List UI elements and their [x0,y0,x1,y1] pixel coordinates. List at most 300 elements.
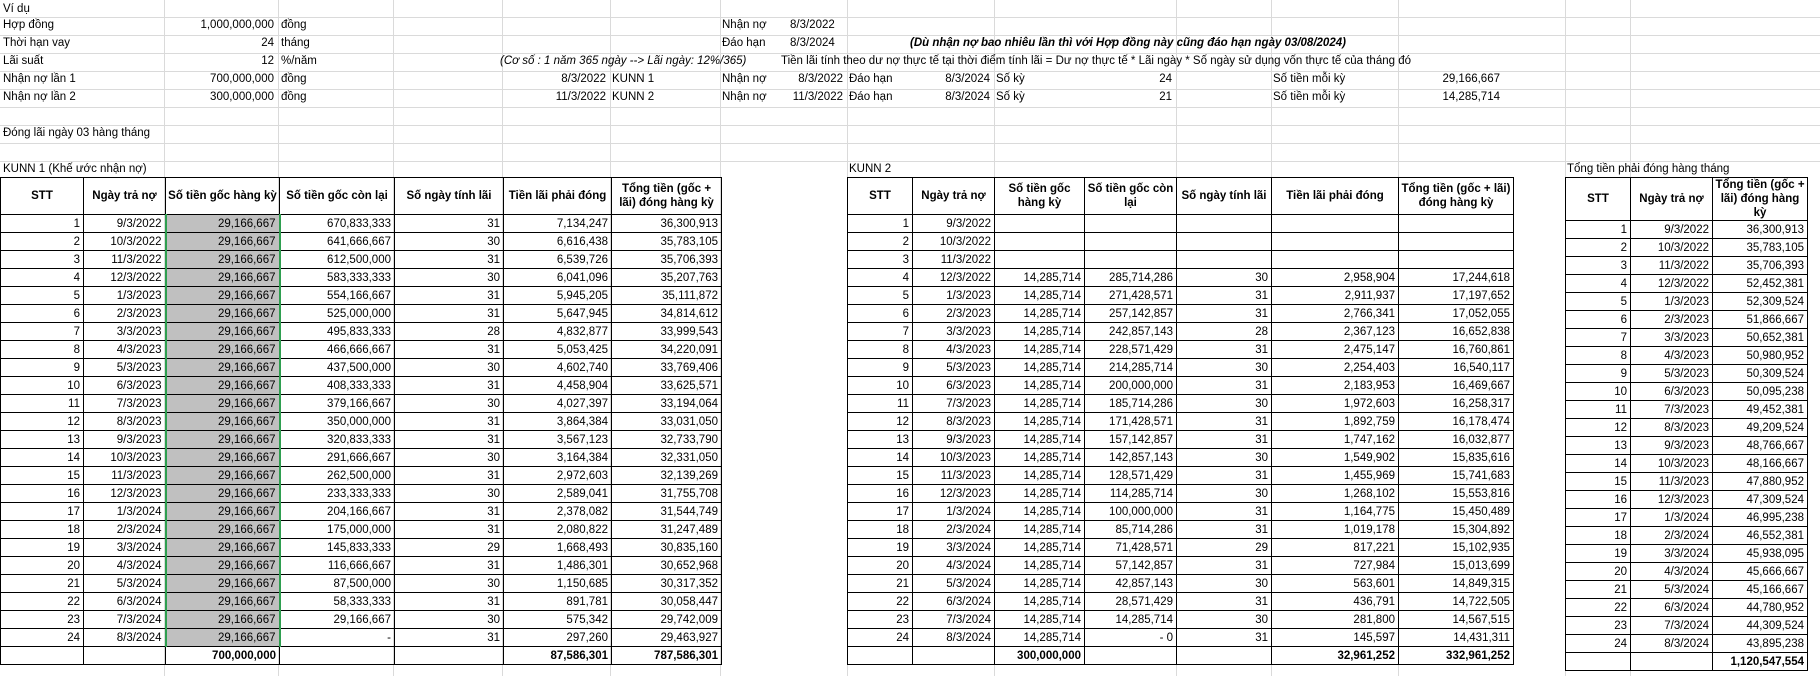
table-cell[interactable]: 21 [1566,581,1631,599]
table-cell[interactable]: 15,741,683 [1399,467,1514,485]
table-cell[interactable]: 6/3/2023 [1631,383,1713,401]
table-cell[interactable]: 42,857,143 [1085,575,1177,593]
table-cell[interactable]: 14,285,714 [995,611,1085,629]
table-cell[interactable]: 11/3/2023 [913,467,995,485]
table-cell[interactable]: 4/3/2024 [84,557,166,575]
table-cell[interactable]: 7/3/2023 [913,395,995,413]
table-cell[interactable]: 10 [1566,383,1631,401]
table-cell[interactable]: 5/3/2024 [84,575,166,593]
table-cell[interactable]: 31 [395,557,504,575]
table-cell[interactable]: 4/3/2023 [1631,347,1713,365]
table-cell[interactable]: 575,342 [504,611,612,629]
table-cell[interactable] [1272,215,1399,233]
table-cell[interactable]: 29,166,667 [166,359,280,377]
kunn2-receive-date[interactable]: 11/3/2022 [792,91,843,103]
table-cell[interactable]: 10/3/2022 [84,233,166,251]
table-cell[interactable]: 8/3/2023 [913,413,995,431]
table-cell[interactable]: 4,602,740 [504,359,612,377]
table-cell[interactable]: 1/3/2024 [84,503,166,521]
table-cell[interactable]: 1,486,301 [504,557,612,575]
table-cell[interactable]: 114,285,714 [1085,485,1177,503]
table-cell[interactable]: 30 [395,575,504,593]
table-cell[interactable]: 1,455,969 [1272,467,1399,485]
table-cell[interactable]: 7 [1,323,84,341]
table-cell[interactable]: 36,300,913 [1713,221,1808,239]
table-cell[interactable]: 30,317,352 [612,575,722,593]
table-cell[interactable]: 14,285,714 [995,449,1085,467]
table-cell[interactable]: 29,166,667 [166,323,280,341]
table-cell[interactable]: 2,958,904 [1272,269,1399,287]
table-cell[interactable]: 31 [395,251,504,269]
table-cell[interactable]: 9/3/2023 [913,431,995,449]
table-cell[interactable]: 817,221 [1272,539,1399,557]
table-cell[interactable]: 2/3/2024 [84,521,166,539]
table-cell[interactable]: 6/3/2024 [913,593,995,611]
table-cell[interactable]: 291,666,667 [280,449,395,467]
table-cell[interactable]: 12/3/2023 [913,485,995,503]
table-cell[interactable]: 16,540,117 [1399,359,1514,377]
table-cell[interactable]: 22 [848,593,913,611]
table-cell[interactable]: 8 [1,341,84,359]
column-header[interactable]: Tiền lãi phải đóng [1272,178,1399,215]
table-cell[interactable]: 46,995,238 [1713,509,1808,527]
table-cell[interactable]: 14,285,714 [995,359,1085,377]
table-cell[interactable]: 29,166,667 [166,413,280,431]
table-cell[interactable]: 31 [395,287,504,305]
table-cell[interactable]: 5 [1,287,84,305]
table-cell[interactable]: 58,333,333 [280,593,395,611]
table-cell[interactable] [1399,251,1514,269]
table-cell[interactable]: 14,285,714 [995,485,1085,503]
table-cell[interactable]: 19 [1,539,84,557]
table-cell[interactable]: 48,166,667 [1713,455,1808,473]
table-cell[interactable]: 15 [1566,473,1631,491]
table-cell[interactable]: 31 [395,593,504,611]
table-cell[interactable]: 7 [1566,329,1631,347]
table-cell[interactable]: 15,553,816 [1399,485,1514,503]
table-cell[interactable]: 9/3/2023 [1631,437,1713,455]
table-cell[interactable]: 16,469,667 [1399,377,1514,395]
table-cell[interactable]: 10 [1,377,84,395]
table-cell[interactable]: 7 [848,323,913,341]
table-cell[interactable]: 408,333,333 [280,377,395,395]
table-cell[interactable]: 31 [395,467,504,485]
table-cell[interactable]: 29,166,667 [166,431,280,449]
kunn2-maturity-date[interactable]: 8/3/2024 [945,91,990,103]
table-cell[interactable]: 1,668,493 [504,539,612,557]
table-cell[interactable]: 15,835,616 [1399,449,1514,467]
table-cell[interactable]: 242,857,143 [1085,323,1177,341]
table-cell[interactable]: 30 [395,395,504,413]
table-cell[interactable]: 1,972,603 [1272,395,1399,413]
table-cell[interactable] [995,215,1085,233]
table-cell[interactable]: 45,938,095 [1713,545,1808,563]
table-cell[interactable]: 17,052,055 [1399,305,1514,323]
table-cell[interactable]: 281,800 [1272,611,1399,629]
table-cell[interactable]: 31,247,489 [612,521,722,539]
table-cell[interactable]: 157,142,857 [1085,431,1177,449]
table-cell[interactable]: 2,367,123 [1272,323,1399,341]
table-cell[interactable]: 30 [1177,611,1272,629]
table-cell[interactable]: 35,783,105 [1713,239,1808,257]
table-cell[interactable]: 7/3/2023 [84,395,166,413]
table-cell[interactable]: 8/3/2024 [1631,635,1713,653]
column-header[interactable]: Ngày trả nợ [913,178,995,215]
table-cell[interactable] [1085,251,1177,269]
table-cell[interactable]: 34,220,091 [612,341,722,359]
table-cell[interactable]: 2 [1,233,84,251]
table-cell[interactable]: 35,783,105 [612,233,722,251]
table-cell[interactable]: 29,166,667 [166,377,280,395]
table-cell[interactable]: 19 [848,539,913,557]
table-cell[interactable]: 4/3/2023 [84,341,166,359]
table-cell[interactable]: 14,285,714 [995,305,1085,323]
table-cell[interactable]: 17,197,652 [1399,287,1514,305]
table-cell[interactable]: 3,567,123 [504,431,612,449]
table-cell[interactable]: 175,000,000 [280,521,395,539]
table-cell[interactable]: 350,000,000 [280,413,395,431]
column-header[interactable]: Ngày trả nợ [84,178,166,215]
table-cell[interactable]: 23 [848,611,913,629]
table-cell[interactable]: 1/3/2024 [1631,509,1713,527]
table-cell[interactable]: 4/3/2024 [1631,563,1713,581]
table-cell[interactable]: 19 [1566,545,1631,563]
table-cell[interactable]: 16 [1,485,84,503]
table-cell[interactable]: 36,300,913 [612,215,722,233]
table-cell[interactable]: 29,166,667 [166,251,280,269]
table-cell[interactable]: 15,304,892 [1399,521,1514,539]
table-cell[interactable]: 145,833,333 [280,539,395,557]
table-cell[interactable]: 142,857,143 [1085,449,1177,467]
table-cell[interactable]: 4/3/2024 [913,557,995,575]
table-cell[interactable]: 21 [848,575,913,593]
table-cell[interactable]: 3/3/2024 [913,539,995,557]
table-cell[interactable]: 29,166,667 [166,305,280,323]
total-cell[interactable] [1177,647,1272,665]
table-cell[interactable]: 29,166,667 [166,449,280,467]
table-cell[interactable]: 29,742,009 [612,611,722,629]
table-cell[interactable]: 30 [395,233,504,251]
table-cell[interactable]: 6 [1,305,84,323]
table-cell[interactable]: 12 [1566,419,1631,437]
table-cell[interactable]: 28,571,429 [1085,593,1177,611]
column-header[interactable]: Tiền lãi phải đóng [504,178,612,215]
table-cell[interactable]: 4,027,397 [504,395,612,413]
table-cell[interactable]: 14,285,714 [995,539,1085,557]
table-cell[interactable]: 30 [395,611,504,629]
table-cell[interactable]: 4/3/2023 [913,341,995,359]
table-cell[interactable]: 15 [848,467,913,485]
table-cell[interactable]: 35,706,393 [612,251,722,269]
table-cell[interactable]: 5/3/2023 [913,359,995,377]
table-cell[interactable]: 11 [1,395,84,413]
table-cell[interactable]: 12/3/2022 [1631,275,1713,293]
table-cell[interactable]: 52,452,381 [1713,275,1808,293]
table-cell[interactable]: 5/3/2023 [1631,365,1713,383]
table-cell[interactable]: 185,714,286 [1085,395,1177,413]
total-cell[interactable] [1566,653,1631,671]
table-cell[interactable]: 10/3/2023 [84,449,166,467]
table-cell[interactable]: 30 [1177,395,1272,413]
table-cell[interactable]: 100,000,000 [1085,503,1177,521]
table-cell[interactable]: 14,849,315 [1399,575,1514,593]
table-cell[interactable]: 2,589,041 [504,485,612,503]
table-cell[interactable]: 31 [1177,287,1272,305]
column-header[interactable]: Ngày trả nợ [1631,178,1713,221]
table-cell[interactable]: 7,134,247 [504,215,612,233]
table-cell[interactable]: 2,378,082 [504,503,612,521]
table-cell[interactable]: 9/3/2022 [913,215,995,233]
table-cell[interactable]: 31 [1177,593,1272,611]
table-cell[interactable]: 2,254,403 [1272,359,1399,377]
table-cell[interactable] [1177,233,1272,251]
table-cell[interactable]: 15,102,935 [1399,539,1514,557]
table-cell[interactable]: 14,285,714 [995,413,1085,431]
column-header[interactable]: Số tiền gốc hàng kỳ [166,178,280,215]
table-cell[interactable]: 31 [1177,377,1272,395]
table-cell[interactable]: 1,019,178 [1272,521,1399,539]
table-cell[interactable]: 17 [1566,509,1631,527]
table-cell[interactable]: 48,766,667 [1713,437,1808,455]
total-cell[interactable] [1085,647,1177,665]
disbursement-1-value[interactable]: 700,000,000 [210,73,274,85]
table-cell[interactable]: 16 [1566,491,1631,509]
table-cell[interactable]: 31,755,708 [612,485,722,503]
table-cell[interactable]: 271,428,571 [1085,287,1177,305]
table-cell[interactable]: 29,166,667 [166,575,280,593]
column-header[interactable]: Số tiền gốc còn lại [280,178,395,215]
total-cell[interactable]: 300,000,000 [995,647,1085,665]
kunn1-periods-value[interactable]: 24 [1159,73,1172,85]
total-cell[interactable] [913,647,995,665]
table-cell[interactable]: 50,980,952 [1713,347,1808,365]
table-cell[interactable]: 14,285,714 [995,269,1085,287]
column-header[interactable]: STT [1566,178,1631,221]
table-cell[interactable]: 1,268,102 [1272,485,1399,503]
table-cell[interactable]: 257,142,857 [1085,305,1177,323]
table-cell[interactable]: 4,458,904 [504,377,612,395]
table-cell[interactable]: 31 [1177,503,1272,521]
table-cell[interactable]: 4 [848,269,913,287]
table-cell[interactable]: 47,309,524 [1713,491,1808,509]
column-header[interactable]: Số ngày tính lãi [395,178,504,215]
table-cell[interactable]: 10/3/2022 [1631,239,1713,257]
table-cell[interactable]: 13 [1,431,84,449]
table-cell[interactable]: 14,285,714 [995,521,1085,539]
table-cell[interactable]: 6 [848,305,913,323]
table-cell[interactable]: 7/3/2024 [913,611,995,629]
total-cell[interactable] [1,647,84,665]
table-cell[interactable]: 50,652,381 [1713,329,1808,347]
table-cell[interactable]: 23 [1566,617,1631,635]
table-cell[interactable]: 29,166,667 [166,557,280,575]
table-cell[interactable]: 297,260 [504,629,612,647]
table-cell[interactable]: 29,166,667 [166,215,280,233]
table-cell[interactable]: - 0 [1085,629,1177,647]
table-cell[interactable]: 214,285,714 [1085,359,1177,377]
table-cell[interactable]: 525,000,000 [280,305,395,323]
table-cell[interactable]: 228,571,429 [1085,341,1177,359]
table-cell[interactable]: 33,769,406 [612,359,722,377]
table-cell[interactable]: 2,766,341 [1272,305,1399,323]
table-cell[interactable]: 30 [395,449,504,467]
table-cell[interactable]: 3/3/2024 [1631,545,1713,563]
table-cell[interactable] [1399,215,1514,233]
table-cell[interactable]: 1,549,902 [1272,449,1399,467]
table-cell[interactable]: 18 [1,521,84,539]
table-cell[interactable]: 12/3/2023 [84,485,166,503]
table-cell[interactable]: 44,309,524 [1713,617,1808,635]
table-cell[interactable]: 29,166,667 [166,485,280,503]
table-cell[interactable]: 16,760,861 [1399,341,1514,359]
table-cell[interactable]: 1,892,759 [1272,413,1399,431]
table-cell[interactable]: 11 [1566,401,1631,419]
table-cell[interactable]: 29,166,667 [166,467,280,485]
table-cell[interactable]: 2 [1566,239,1631,257]
table-cell[interactable]: 11 [848,395,913,413]
table-cell[interactable]: 29,166,667 [280,611,395,629]
table-cell[interactable]: 14 [848,449,913,467]
table-cell[interactable] [1085,233,1177,251]
total-cell[interactable] [84,647,166,665]
kunn2-date[interactable]: 11/3/2022 [555,91,606,103]
table-cell[interactable]: 45,166,667 [1713,581,1808,599]
table-cell[interactable]: 11/3/2022 [84,251,166,269]
total-cell[interactable] [1631,653,1713,671]
table-cell[interactable]: 891,781 [504,593,612,611]
table-cell[interactable]: 15,450,489 [1399,503,1514,521]
table-cell[interactable]: 9/3/2022 [84,215,166,233]
table-cell[interactable]: 24 [848,629,913,647]
table-cell[interactable]: 1 [1566,221,1631,239]
table-cell[interactable]: 28 [395,323,504,341]
table-cell[interactable]: 1 [848,215,913,233]
table-cell[interactable]: 1,150,685 [504,575,612,593]
table-cell[interactable]: 29 [395,539,504,557]
table-cell[interactable]: 6,616,438 [504,233,612,251]
table-cell[interactable]: 14,431,311 [1399,629,1514,647]
table-cell[interactable]: 46,552,381 [1713,527,1808,545]
table-cell[interactable]: 727,984 [1272,557,1399,575]
table-cell[interactable]: 3,164,384 [504,449,612,467]
table-cell[interactable] [1272,233,1399,251]
table-cell[interactable]: 31 [1177,629,1272,647]
table-cell[interactable]: 6 [1566,311,1631,329]
column-header[interactable]: Số tiền gốc còn lại [1085,178,1177,215]
table-cell[interactable]: 466,666,667 [280,341,395,359]
table-cell[interactable]: 4 [1566,275,1631,293]
table-cell[interactable]: 85,714,286 [1085,521,1177,539]
table-cell[interactable]: 10/3/2022 [913,233,995,251]
table-cell[interactable]: 30 [1177,449,1272,467]
table-cell[interactable]: 14 [1,449,84,467]
table-cell[interactable]: 57,142,857 [1085,557,1177,575]
table-cell[interactable]: 17,244,618 [1399,269,1514,287]
table-cell[interactable]: 14,285,714 [995,323,1085,341]
table-cell[interactable]: 20 [1,557,84,575]
table-cell[interactable]: 30 [395,359,504,377]
column-header[interactable]: Tổng tiền (gốc + lãi) đóng hàng kỳ [612,178,722,215]
total-cell[interactable]: 87,586,301 [504,647,612,665]
table-cell[interactable] [995,233,1085,251]
table-cell[interactable]: 33,194,064 [612,395,722,413]
table-cell[interactable]: 45,666,667 [1713,563,1808,581]
table-cell[interactable]: 14,285,714 [995,431,1085,449]
table-cell[interactable]: - [280,629,395,647]
table-cell[interactable]: 33,031,050 [612,413,722,431]
total-cell[interactable]: 787,586,301 [612,647,722,665]
table-cell[interactable]: 2,475,147 [1272,341,1399,359]
total-cell[interactable]: 700,000,000 [166,647,280,665]
table-cell[interactable]: 49,209,524 [1713,419,1808,437]
total-cell[interactable] [280,647,395,665]
table-cell[interactable]: 1/3/2023 [1631,293,1713,311]
table-cell[interactable]: 13 [1566,437,1631,455]
table-cell[interactable]: 50,095,238 [1713,383,1808,401]
table-cell[interactable]: 23 [1,611,84,629]
table-cell[interactable]: 12/3/2023 [1631,491,1713,509]
total-cell[interactable] [848,647,913,665]
table-cell[interactable]: 31 [395,215,504,233]
table-cell[interactable] [1177,215,1272,233]
kunn1-date[interactable]: 8/3/2022 [561,73,606,85]
table-cell[interactable]: 670,833,333 [280,215,395,233]
table-cell[interactable]: 24 [1566,635,1631,653]
table-cell[interactable]: 4 [1,269,84,287]
table-cell[interactable]: 30,835,160 [612,539,722,557]
table-cell[interactable]: 71,428,571 [1085,539,1177,557]
table-cell[interactable] [1177,251,1272,269]
table-cell[interactable]: 116,666,667 [280,557,395,575]
table-cell[interactable]: 612,500,000 [280,251,395,269]
table-cell[interactable]: 12 [848,413,913,431]
table-cell[interactable]: 30 [1177,359,1272,377]
table-cell[interactable]: 5,945,205 [504,287,612,305]
table-cell[interactable]: 29,166,667 [166,395,280,413]
table-cell[interactable]: 32,733,790 [612,431,722,449]
table-cell[interactable]: 29 [1177,539,1272,557]
table-cell[interactable]: 8 [848,341,913,359]
table-cell[interactable]: 31 [1177,521,1272,539]
table-cell[interactable]: 9 [848,359,913,377]
table-cell[interactable]: 29,166,667 [166,341,280,359]
table-cell[interactable]: 5,647,945 [504,305,612,323]
table-cell[interactable]: 2 [848,233,913,251]
table-cell[interactable]: 2/3/2023 [913,305,995,323]
table-cell[interactable]: 200,000,000 [1085,377,1177,395]
table-cell[interactable]: 1,747,162 [1272,431,1399,449]
table-cell[interactable]: 5 [848,287,913,305]
table-cell[interactable]: 233,333,333 [280,485,395,503]
table-cell[interactable]: 22 [1,593,84,611]
table-cell[interactable]: 30 [395,269,504,287]
table-cell[interactable]: 31 [395,431,504,449]
table-cell[interactable]: 2,911,937 [1272,287,1399,305]
table-cell[interactable]: 35,207,763 [612,269,722,287]
table-cell[interactable]: 6,539,726 [504,251,612,269]
table-cell[interactable]: 11/3/2022 [1631,257,1713,275]
table-cell[interactable]: 9/3/2022 [1631,221,1713,239]
table-cell[interactable]: 31 [395,341,504,359]
table-cell[interactable]: 7/3/2023 [1631,401,1713,419]
table-cell[interactable]: 31 [395,503,504,521]
table-cell[interactable] [995,251,1085,269]
table-cell[interactable]: 7/3/2024 [84,611,166,629]
table-cell[interactable]: 262,500,000 [280,467,395,485]
receive-debt-date[interactable]: 8/3/2022 [790,19,835,31]
table-cell[interactable]: 145,597 [1272,629,1399,647]
column-header[interactable]: STT [1,178,84,215]
